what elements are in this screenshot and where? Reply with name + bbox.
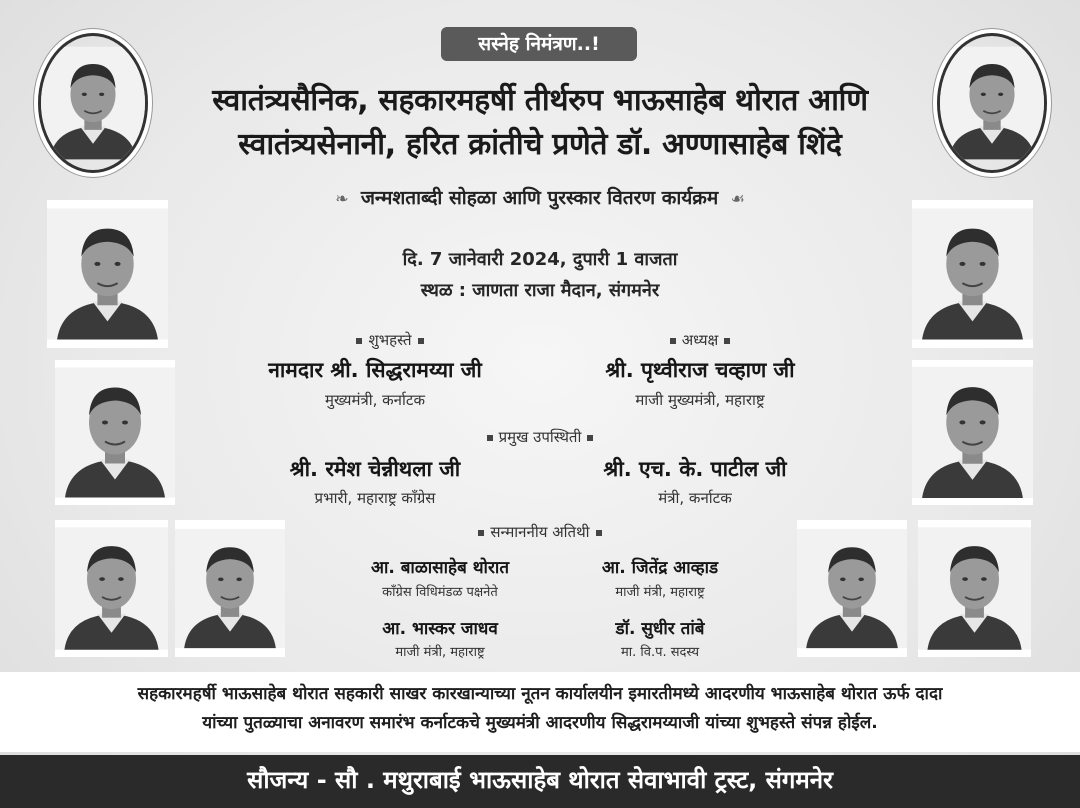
presence1-name: श्री. रमेश चेन्नीथला जी bbox=[289, 457, 461, 481]
president-designation: माजी मुख्यमंत्री, महाराष्ट्र bbox=[635, 391, 765, 409]
guest2-designation: माजी मंत्री, महाराष्ट्र bbox=[615, 585, 705, 600]
presence2-name: श्री. एच. के. पाटील जी bbox=[603, 457, 787, 481]
guest1-designation: कॉंग्रेस विधिमंडळ पक्षनेते bbox=[382, 585, 498, 600]
title-line-2: स्वातंत्र्यसेनानी, हरित क्रांतीचे प्रणेते डॉ. अण्णासाहेब शिंदे bbox=[238, 127, 842, 162]
presence2-designation: मंत्री, कर्नाटक bbox=[658, 489, 732, 507]
portrait-hk-patil bbox=[912, 360, 1033, 505]
role-guests: सन्माननीय अतिथी bbox=[440, 522, 640, 542]
announcement-line-1: सहकारमहर्षी भाऊसाहेब थोरात सहकारी साखर कारखान्याच्या नूतन कार्यालयीन इमारतीमध्ये आदरणीय भाऊसाहेब थोरात ऊर्फ दादा bbox=[137, 684, 943, 704]
role-chief-presence: प्रमुख उपस्थिती bbox=[440, 427, 640, 447]
courtesy-bar: सौजन्य - सौ . मथुराबाई भाऊसाहेब थोरात सेवाभावी ट्रस्ट, संगमनेर bbox=[0, 755, 1080, 808]
invitation-badge: सस्नेह निमंत्रण..! bbox=[441, 27, 637, 61]
event-date-time: दि. 7 जानेवारी 2024, दुपारी 1 वाजता bbox=[402, 249, 678, 270]
portrait-sudhir-tambe bbox=[918, 520, 1031, 657]
portrait-bhaskar-jadhav bbox=[797, 520, 907, 657]
event-venue: स्थळ : जाणता राजा मैदान, संगमनेर bbox=[420, 280, 660, 301]
event-name: जन्मशताब्दी सोहळा आणि पुरस्कार वितरण कार्यक्रम bbox=[360, 187, 719, 209]
guest2-name: आ. जितेंद्र आव्हाड bbox=[601, 558, 719, 578]
guest4-name: डॉ. सुधीर तांबे bbox=[615, 619, 705, 639]
announcement-line-2: यांच्या पुतळ्याचा अनावरण समारंभ कर्नाटकचे मुख्यमंत्री आदरणीय सिद्धरामय्याजी यांच्या शुभहस्ते संपन्न होईल. bbox=[202, 712, 878, 733]
event-name-row bbox=[240, 184, 840, 210]
portrait-balasaheb-thorat bbox=[55, 520, 168, 657]
president-name: श्री. पृथ्वीराज चव्हाण जी bbox=[605, 358, 795, 382]
portrait-siddaramaiah bbox=[47, 200, 168, 348]
presence1-designation: प्रभारी, महाराष्ट्र कॉंग्रेस bbox=[314, 489, 436, 507]
ornament-right-icon: ☙ bbox=[724, 189, 745, 208]
portrait-annasaheb-shinde bbox=[937, 33, 1047, 173]
ornament-left-icon: ❧ bbox=[335, 189, 355, 208]
guest3-designation: माजी मंत्री, महाराष्ट्र bbox=[395, 645, 485, 660]
portrait-bhausaheb-thorat bbox=[38, 33, 148, 173]
portrait-prithviraj-chavan bbox=[912, 200, 1033, 348]
announcement-box bbox=[0, 672, 1080, 752]
guest3-name: आ. भास्कर जाधव bbox=[382, 619, 498, 639]
guest1-name: आ. बाळासाहेब थोरात bbox=[370, 558, 510, 578]
role-president: अध्यक्ष bbox=[610, 330, 790, 350]
inaugurator-name: नामदार श्री. सिद्धरामय्या जी bbox=[268, 358, 482, 382]
guest4-designation: मा. वि.प. सदस्य bbox=[620, 645, 700, 660]
portrait-ramesh-chennithala bbox=[55, 360, 175, 505]
title-line-1: स्वातंत्र्यसैनिक, सहकारमहर्षी तीर्थरुप भाऊसाहेब थोरात आणि bbox=[212, 83, 868, 118]
portrait-jitendra-awhad bbox=[175, 520, 285, 657]
inaugurator-designation: मुख्यमंत्री, कर्नाटक bbox=[325, 391, 425, 409]
role-inaugurator: शुभहस्ते bbox=[300, 330, 480, 350]
